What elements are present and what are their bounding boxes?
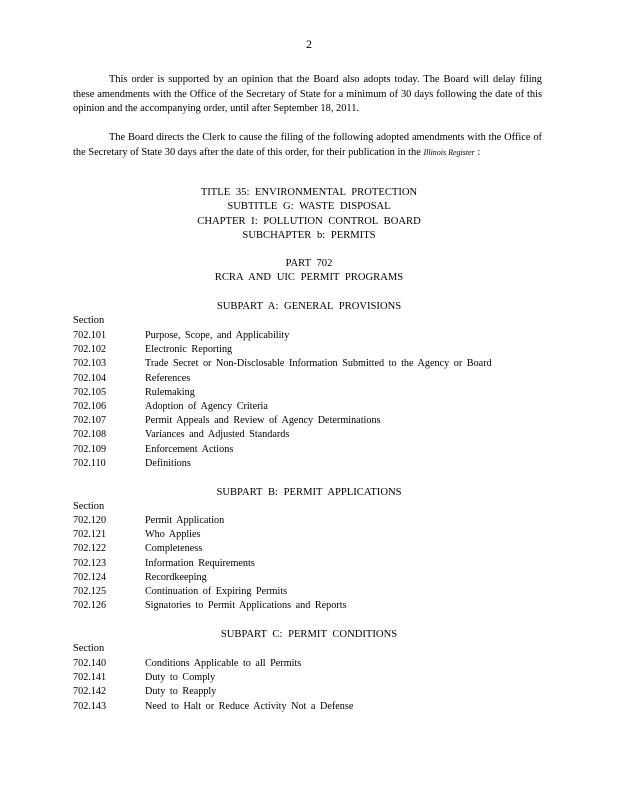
section-title: Information Requirements — [145, 557, 255, 569]
section-number: 702.107 — [73, 415, 107, 427]
toc-row — [73, 586, 553, 600]
toc-row — [73, 330, 553, 344]
section-title: Who Applies — [145, 529, 201, 541]
section-title: Continuation of Expiring Permits — [145, 585, 288, 597]
section-title: Recordkeeping — [145, 571, 207, 583]
toc-row — [73, 415, 553, 429]
part-heading: PART 702 — [285, 258, 333, 269]
section-number: 702.105 — [73, 386, 107, 398]
toc-row — [73, 444, 553, 458]
section-column-label: Section — [73, 315, 105, 326]
subchapter-heading: SUBCHAPTER b: PERMITS — [242, 230, 376, 242]
toc-row — [73, 686, 553, 700]
section-column-label: Section — [73, 643, 105, 654]
section-title: Signatories to Permit Applications and Reports — [145, 600, 347, 612]
title-block — [0, 186, 618, 244]
paragraph-text: The Board directs the Clerk to cause the filing of the following adopted amendments with the Office of the Secretary of State 30 days after the date of this order, for their publication in the — [73, 132, 542, 158]
section-title: Trade Secret or Non-Disclosable Information Submitted to the Agency or Board — [145, 358, 492, 370]
section-number: 702.141 — [73, 672, 107, 684]
subtitle-heading: SUBTITLE G: WASTE DISPOSAL — [227, 201, 391, 213]
section-title: Rulemaking — [145, 386, 195, 398]
section-title: Completeness — [145, 543, 203, 555]
section-title: References — [145, 372, 191, 384]
toc-row — [73, 344, 553, 358]
subpart-b-heading: SUBPART B: PERMIT APPLICATIONS — [216, 487, 402, 498]
toc-row — [73, 558, 553, 572]
page-number: 2 — [306, 37, 312, 51]
title-heading: TITLE 35: ENVIRONMENTAL PROTECTION — [200, 187, 418, 198]
section-number: 702.126 — [73, 600, 107, 612]
section-title: Definitions — [145, 457, 191, 469]
toc-row — [73, 458, 553, 472]
section-number: 702.104 — [73, 372, 107, 384]
illinois-register-citation: Illinois Register — [423, 147, 475, 157]
toc-row — [73, 529, 553, 543]
section-title: Enforcement Actions — [145, 443, 234, 455]
section-number: 702.125 — [73, 585, 107, 597]
paragraph-clerk-directive — [73, 131, 542, 160]
subpart-a-heading: SUBPART A: GENERAL PROVISIONS — [216, 301, 402, 312]
toc-row — [73, 600, 553, 614]
section-number: 702.121 — [73, 529, 107, 541]
section-number: 702.142 — [73, 686, 107, 698]
section-title: Permit Application — [145, 515, 225, 526]
toc-row — [73, 387, 553, 401]
subpart-a-section-list — [73, 330, 553, 472]
section-number: 702.120 — [73, 515, 107, 526]
section-number: 702.101 — [73, 330, 107, 341]
toc-row — [73, 543, 553, 557]
section-title: Duty to Comply — [145, 672, 216, 684]
toc-row — [73, 373, 553, 387]
chapter-heading: CHAPTER I: POLLUTION CONTROL BOARD — [197, 215, 421, 227]
section-number: 702.103 — [73, 358, 107, 370]
section-number: 702.143 — [73, 700, 107, 712]
paragraph-supporting-opinion — [73, 73, 542, 117]
section-title: Electronic Reporting — [145, 344, 233, 356]
subpart-b-section-list — [73, 515, 553, 614]
toc-row — [73, 572, 553, 586]
section-number: 702.124 — [73, 571, 107, 583]
subpart-c-heading: SUBPART C: PERMIT CONDITIONS — [220, 629, 398, 640]
section-number: 702.102 — [73, 344, 107, 356]
section-number: 702.123 — [73, 557, 107, 569]
toc-row — [73, 401, 553, 415]
toc-row — [73, 429, 553, 443]
toc-row — [73, 515, 553, 529]
subpart-c-section-list — [73, 658, 553, 715]
section-number: 702.108 — [73, 429, 107, 441]
part-name-heading: RCRA AND UIC PERMIT PROGRAMS — [214, 272, 404, 284]
section-number: 702.106 — [73, 400, 107, 412]
section-title: Duty to Reapply — [145, 686, 217, 698]
section-number: 702.109 — [73, 443, 107, 455]
toc-row — [73, 358, 553, 372]
section-number: 702.140 — [73, 658, 107, 669]
section-title: Variances and Adjusted Standards — [145, 429, 290, 441]
toc-row — [73, 672, 553, 686]
toc-row — [73, 658, 553, 672]
section-title: Need to Halt or Reduce Activity Not a Defense — [145, 700, 354, 712]
paragraph-text: This order is supported by an opinion that the Board also adopts today. The Board will delay filing these amendments with the Office of the Secretary of State for a minimum of 30 days following the date of this opinion and the accompanying order, until after September 18, 2011. — [73, 74, 542, 115]
section-column-label: Section — [73, 501, 105, 512]
section-number: 702.110 — [73, 457, 106, 469]
paragraph-end-colon: : — [477, 146, 481, 158]
section-title: Purpose, Scope, and Applicability — [145, 330, 290, 341]
toc-row — [73, 701, 553, 715]
section-title: Adoption of Agency Criteria — [145, 400, 268, 412]
part-block — [0, 257, 618, 286]
section-number: 702.122 — [73, 543, 107, 555]
section-title: Conditions Applicable to all Permits — [145, 658, 302, 669]
section-title: Permit Appeals and Review of Agency Determinations — [145, 415, 381, 427]
